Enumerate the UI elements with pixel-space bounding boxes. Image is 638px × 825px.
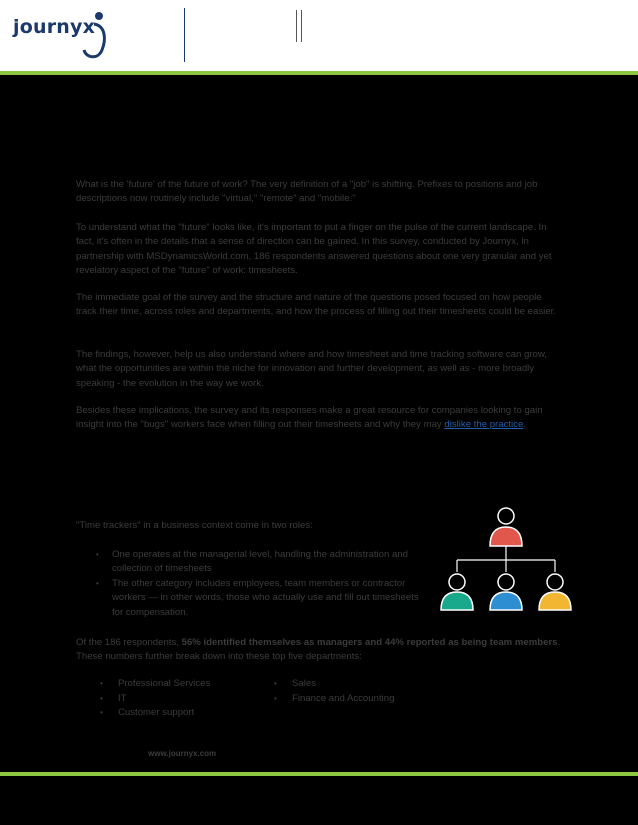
bullet-icon: • xyxy=(100,708,103,718)
role-item-managers xyxy=(96,548,422,577)
intro-paragraph-2: To understand what the "future" looks like, it's important to put a finger on the pulse of the current landscape. In fact, it's often in the details that a sense of direction can be gained. In this survey, conducted by Journyx, in partnership with MSDynamicsWorld.com, 186 respondents answered questions about one very granular and yet revelatory aspect of the "future" of work: timesheets. xyxy=(76,222,552,277)
time-trackers-intro: "Time trackers" in a business context come in two roles: xyxy=(76,520,313,531)
department-label: Sales xyxy=(292,678,316,689)
department-item xyxy=(274,692,474,707)
department-label: Finance and Accounting xyxy=(292,692,395,704)
departments-list-right xyxy=(274,677,474,706)
intro-paragraph-5 xyxy=(76,404,562,433)
person-icon-yellow xyxy=(539,574,571,610)
departments-list-left xyxy=(100,677,270,721)
bottom-accent-bar xyxy=(0,772,638,776)
resp-tail: . These numbers further break down into these top five departments: xyxy=(76,637,561,663)
roles-list xyxy=(96,548,422,620)
bullet-icon: • xyxy=(100,693,103,703)
bullet-icon: • xyxy=(96,550,99,559)
intro-paragraph-1: What is the 'future' of the future of work? The very definition of a "job" is shifting. Prefixes to positions and job descriptions now routinely include "virtual," "remote" and "mobile." xyxy=(76,179,538,205)
person-icon-top xyxy=(490,508,522,546)
logo-text: journyx xyxy=(13,16,96,38)
intro-paragraph-3: The immediate goal of the survey and the structure and nature of the questions posed focused on how people track their time, across roles and departments, and how the process of filling out their timesheets could be easier. xyxy=(76,292,556,318)
department-label: Professional Services xyxy=(118,678,211,689)
footer-url[interactable]: www.journyx.com xyxy=(148,749,217,758)
page-header xyxy=(0,0,638,71)
p5-text: Besides these implications, the survey and its responses make a great resource for companies looking to gain insight into the "bugs" workers face when filling out their timesheets and why they may xyxy=(76,405,543,431)
department-item xyxy=(100,706,270,721)
org-chart-illustration xyxy=(432,502,580,614)
bullet-icon: • xyxy=(274,679,277,688)
resp-bold: 56% identified themselves as managers and 44% reported as being team members xyxy=(181,637,558,648)
intro-paragraph-4: The findings, however, help us also understand where and how timesheet and time tracking software can grow, what the opportunities are within the niche for innovation and further development, as well as - more broadly speaking - the evolution in the way we work. xyxy=(76,349,547,389)
p5-end: . xyxy=(523,419,526,431)
department-label: IT xyxy=(118,692,127,704)
role-item-employees xyxy=(96,577,422,620)
department-item xyxy=(274,677,474,692)
top-accent-bar xyxy=(0,71,638,75)
department-item xyxy=(100,677,270,692)
header-divider xyxy=(184,8,185,62)
role-text: One operates at the managerial level, handling the administration and collection of timesheets xyxy=(112,549,408,575)
person-icon-blue xyxy=(490,574,522,610)
bullet-icon: • xyxy=(96,578,99,588)
role-text: The other category includes employees, team members or contractor workers — in other words, those who actually use and fill out timesheets for compensation. xyxy=(112,577,419,618)
org-chart-connectors xyxy=(457,546,555,572)
header-mark xyxy=(296,10,302,42)
dislike-practice-link[interactable]: dislike the practice xyxy=(444,419,524,431)
resp-lead: Of the 186 respondents, xyxy=(76,637,182,648)
department-item xyxy=(100,692,270,707)
bullet-icon: • xyxy=(274,693,277,703)
respondents-paragraph xyxy=(76,636,562,665)
department-label: Customer support xyxy=(118,707,195,719)
person-icon-teal xyxy=(441,574,473,610)
bullet-icon: • xyxy=(100,679,103,688)
